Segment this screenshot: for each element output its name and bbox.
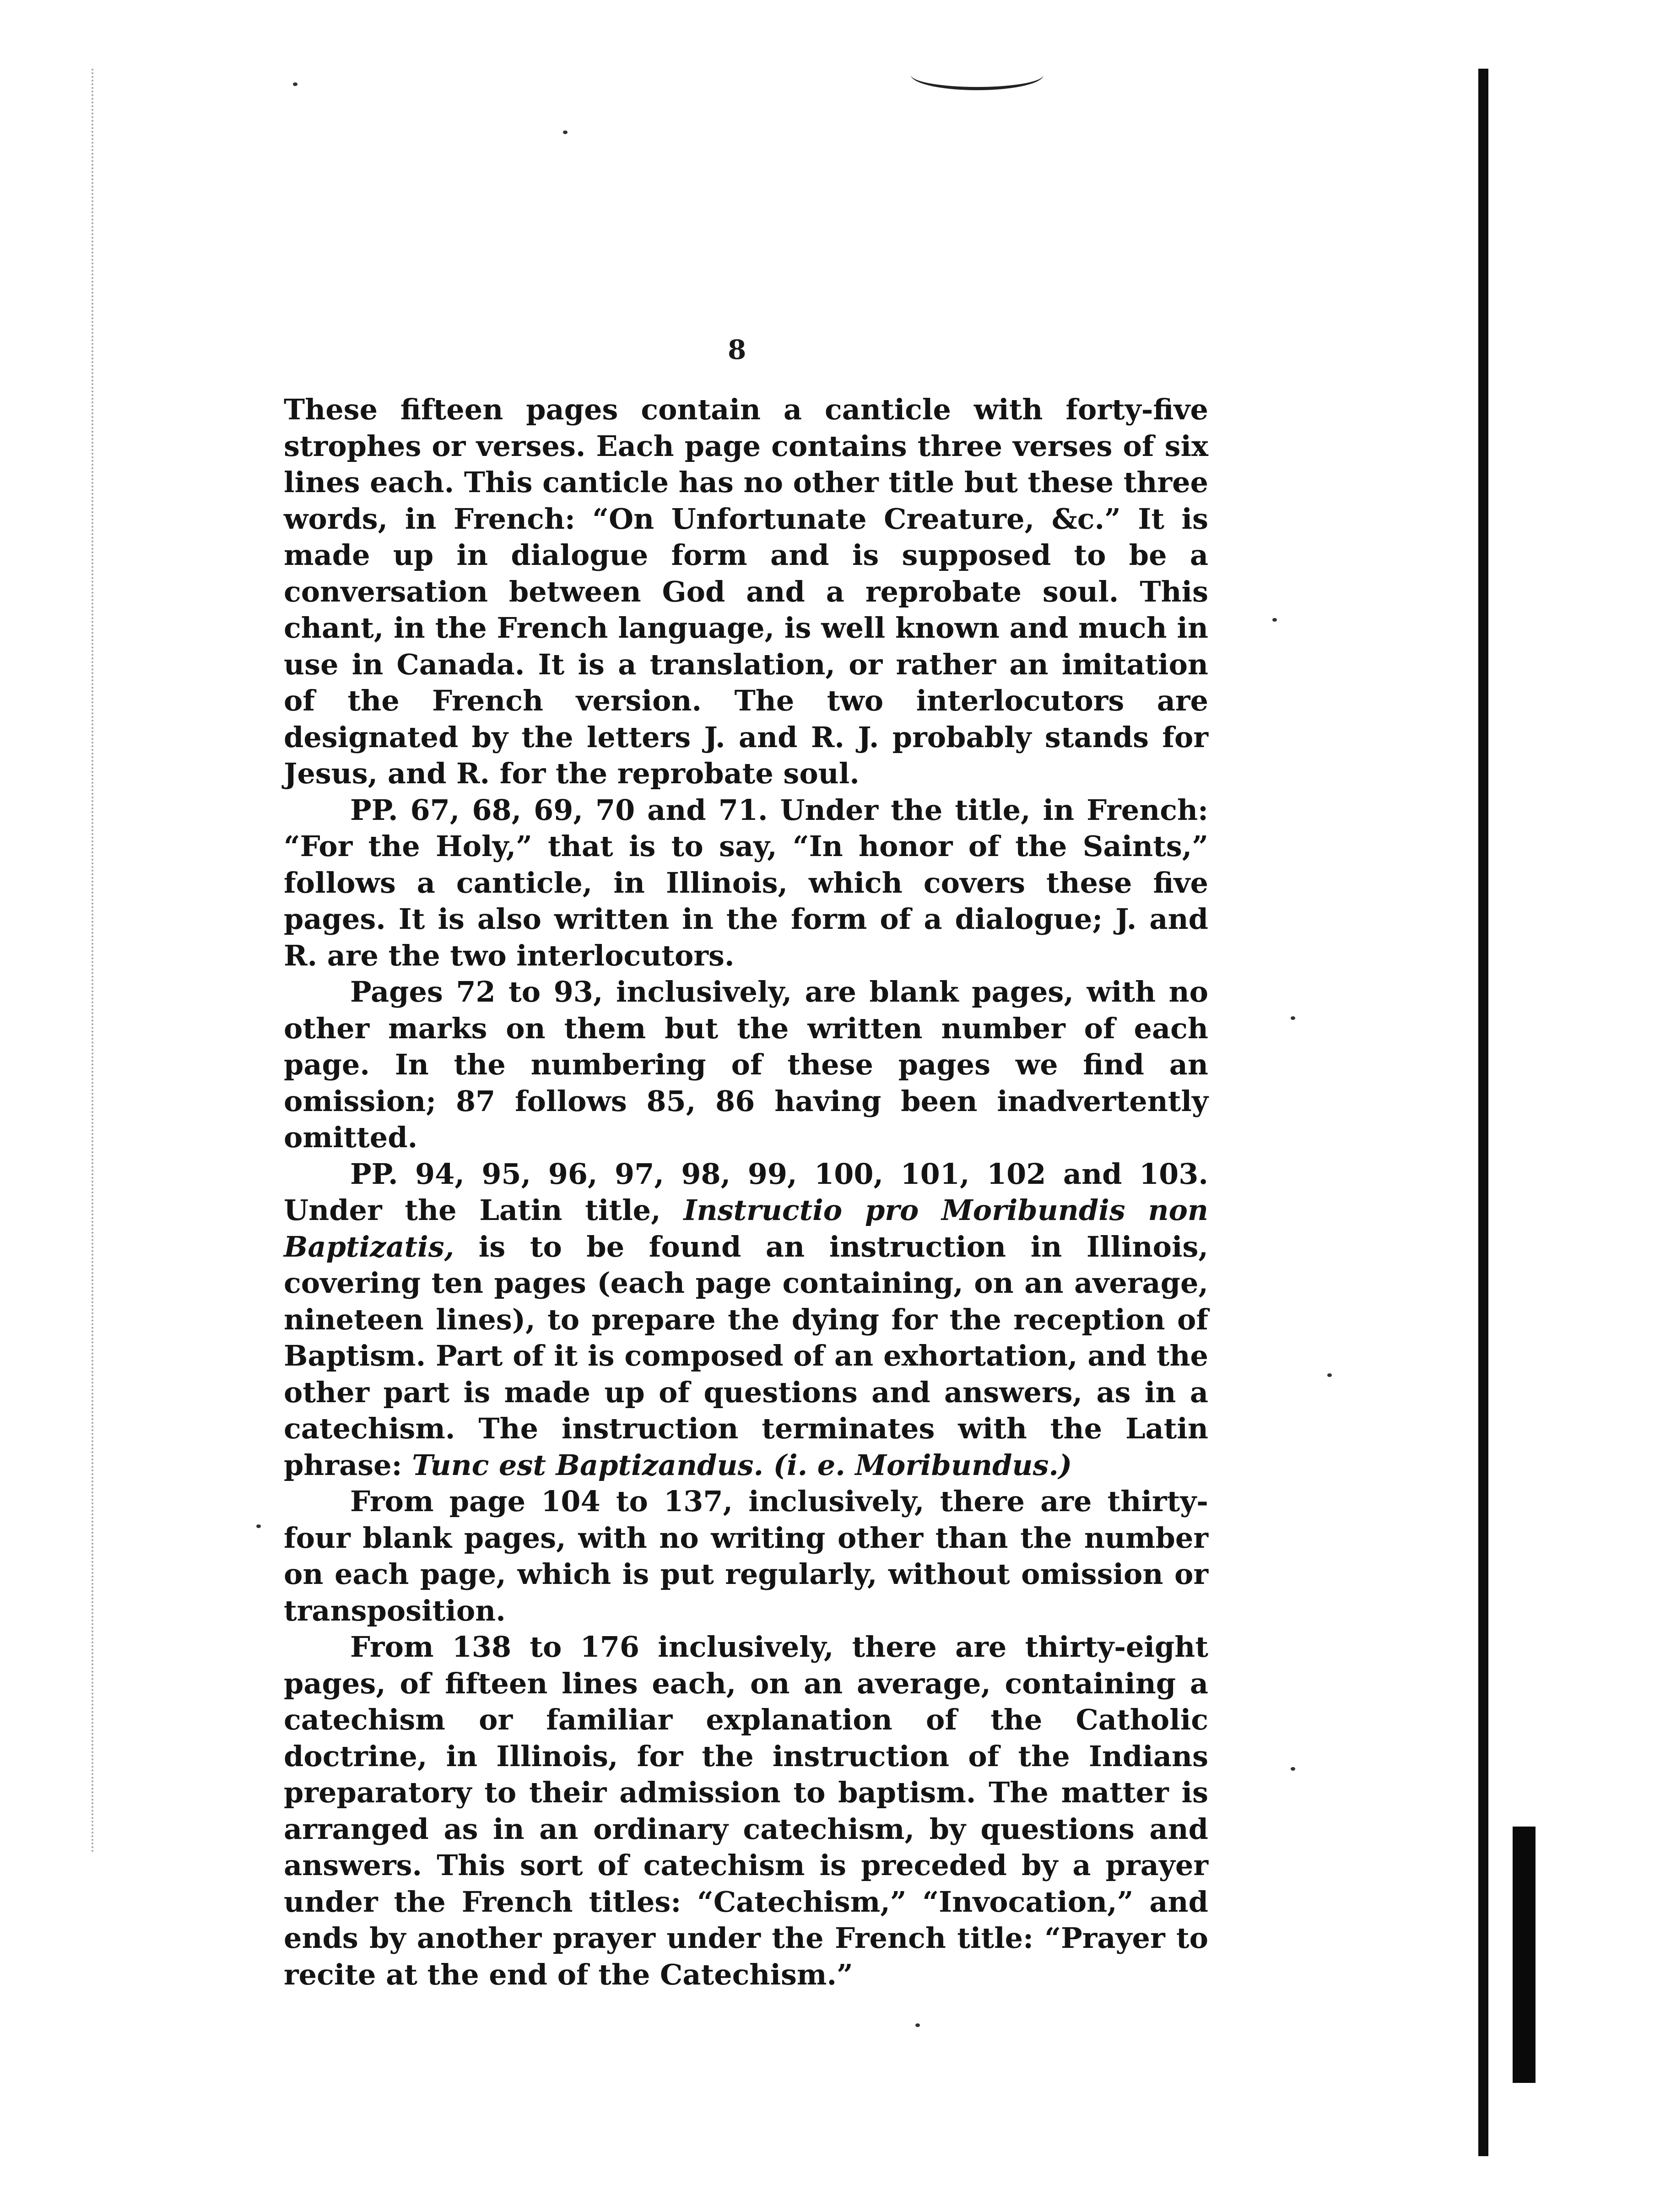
speck [293, 82, 297, 86]
speck [1272, 618, 1277, 622]
speck [1327, 1373, 1332, 1377]
latin-phrase: Tunc est Baptizandus. (i. e. Moribundus.) [412, 1448, 1072, 1482]
paragraph-pages-138-176: From 138 to 176 inclusively, there are thirty-eight pages, of fifteen lines each, on an average, containing a catechism or familiar explanation of the Catholic doctrine, in Illinois, for the instruction of the Indians preparatory to their admission to baptism. The matter is arranged as in an ordinary catechism, by questions and answers. This sort of catechism is preceded by a prayer under the French titles: “Catechism,” “Invocation,” and ends by another prayer under the French title: “Prayer to recite at the end of the Catechism.” [284, 1630, 1208, 1991]
paragraph-text: is to be found an instruction in Illinois, covering ten pages (each page containing, on an average, nineteen lines), to prepare the dying for the reception of Baptism. Part of it is composed of an exhortation, and the other part is made up of questions and answers, as in a catechism. The instruction terminates with the Latin phrase: [284, 1230, 1208, 1482]
right-edge-rule [1478, 69, 1488, 2156]
handwritten-stroke [911, 60, 1044, 90]
paragraph-canticle-strophes: These fifteen pages contain a canticle with forty-five strophes or verses. Each page contains three verses of six lines each. This canticle has no other title but these three words, in French: “On Unfortunate Creature, &c.” It is made up in dialogue form and is supposed to be a conversation between God and a reprobate soul. This chant, in the French language, is well known and much in use in Canada. It is a translation, or rather an imitation of the French version. The two interlocutors are designated by the letters J. and R. J. probably stands for Jesus, and R. for the reprobate soul. [284, 393, 1208, 790]
latin-title: Instructio pro Moribundis non Baptizatis, [284, 1193, 1209, 1263]
paragraph-text: PP. 94, 95, 96, 97, 98, 99, 100, 101, 102 and 103. Under the Latin title, [284, 1157, 1208, 1227]
right-edge-bar [1513, 1827, 1536, 2083]
paragraph-pages-72-93: Pages 72 to 93, inclusively, are blank pages, with no other marks on them but the written number of each page. In the numbering of these pages we find an omission; 87 follows 85, 86 having been inadvertently omitted. [284, 975, 1208, 1154]
speck [1291, 1016, 1295, 1020]
speck [1291, 1767, 1295, 1771]
speck [563, 130, 568, 134]
left-margin-noise [92, 69, 102, 1854]
body-text [284, 391, 1208, 1993]
paragraph-pages-104-137: From page 104 to 137, inclusively, there are thirty-four blank pages, with no writing other than the number on each page, which is put regularly, without omission or transposition. [284, 1485, 1208, 1627]
speck [256, 1524, 261, 1528]
paragraph-pp-94-103 [284, 1156, 1208, 1484]
paragraph-pp-67-71: PP. 67, 68, 69, 70 and 71. Under the title, in French: “For the Holy,” that is to say, “In honor of the Saints,” follows a canticle, in Illinois, which covers these five pages. It is also written in the form of a dialogue; J. and R. are the two interlocutors. [284, 793, 1208, 972]
page-number: 8 [728, 334, 746, 365]
speck [915, 2023, 920, 2027]
